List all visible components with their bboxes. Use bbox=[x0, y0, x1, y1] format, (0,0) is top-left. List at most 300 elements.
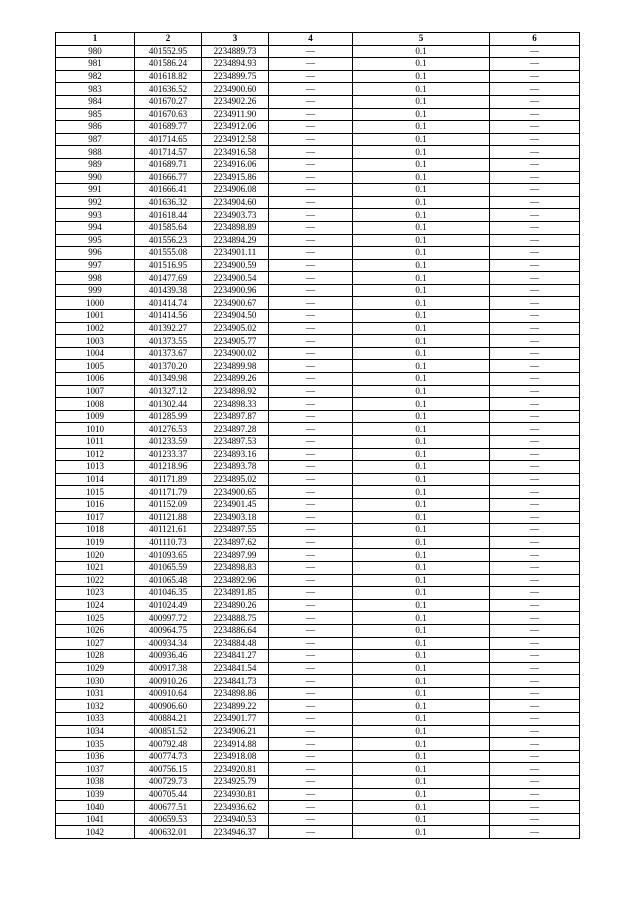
table-cell-col-5: 0.1 bbox=[353, 83, 490, 96]
table-cell-col-2: 401714.65 bbox=[135, 133, 202, 146]
table-cell-col-5: 0.1 bbox=[353, 310, 490, 323]
table-cell-col-6: — bbox=[490, 536, 580, 549]
table-cell-col-4: — bbox=[269, 158, 353, 171]
table-cell-col-3: 2234899.22 bbox=[202, 700, 269, 713]
table-cell-col-4: — bbox=[269, 738, 353, 751]
table-cell-col-3: 2234901.77 bbox=[202, 713, 269, 726]
table-cell-col-2: 401110.73 bbox=[135, 536, 202, 549]
table-cell-col-2: 401121.61 bbox=[135, 524, 202, 537]
table-cell-col-2: 400964.75 bbox=[135, 624, 202, 637]
table-cell-col-2: 401439.38 bbox=[135, 284, 202, 297]
table-cell-col-4: — bbox=[269, 788, 353, 801]
table-cell-col-2: 401065.48 bbox=[135, 574, 202, 587]
table-cell-col-2: 401670.63 bbox=[135, 108, 202, 121]
table-cell-col-5: 0.1 bbox=[353, 133, 490, 146]
table-cell-col-5: 0.1 bbox=[353, 687, 490, 700]
table-cell-col-1: 1017 bbox=[56, 511, 135, 524]
table-cell-col-5: 0.1 bbox=[353, 498, 490, 511]
table-cell-col-1: 980 bbox=[56, 45, 135, 58]
table-row bbox=[56, 599, 580, 612]
table-cell-col-2: 400792.48 bbox=[135, 738, 202, 751]
table-cell-col-5: 0.1 bbox=[353, 461, 490, 474]
table-cell-col-3: 2234897.28 bbox=[202, 423, 269, 436]
table-row bbox=[56, 549, 580, 562]
table-cell-col-3: 2234884.48 bbox=[202, 637, 269, 650]
table-cell-col-1: 990 bbox=[56, 171, 135, 184]
table-cell-col-5: 0.1 bbox=[353, 45, 490, 58]
table-cell-col-6: — bbox=[490, 436, 580, 449]
table-row bbox=[56, 360, 580, 373]
table-cell-col-6: — bbox=[490, 700, 580, 713]
table-cell-col-4: — bbox=[269, 473, 353, 486]
table-row bbox=[56, 461, 580, 474]
table-cell-col-1: 1032 bbox=[56, 700, 135, 713]
table-cell-col-4: — bbox=[269, 763, 353, 776]
table-cell-col-6: — bbox=[490, 209, 580, 222]
table-cell-col-2: 401392.27 bbox=[135, 322, 202, 335]
table-cell-col-6: — bbox=[490, 511, 580, 524]
table-cell-col-2: 400906.60 bbox=[135, 700, 202, 713]
table-cell-col-1: 1023 bbox=[56, 587, 135, 600]
table-cell-col-2: 400910.26 bbox=[135, 675, 202, 688]
table-row bbox=[56, 297, 580, 310]
table-row bbox=[56, 410, 580, 423]
table-row bbox=[56, 763, 580, 776]
table-cell-col-4: — bbox=[269, 599, 353, 612]
column-header-6: 6 bbox=[490, 33, 580, 46]
table-cell-col-1: 1031 bbox=[56, 687, 135, 700]
table-cell-col-2: 401121.88 bbox=[135, 511, 202, 524]
table-row bbox=[56, 561, 580, 574]
table-cell-col-5: 0.1 bbox=[353, 738, 490, 751]
table-cell-col-2: 401586.24 bbox=[135, 58, 202, 71]
table-row bbox=[56, 662, 580, 675]
table-cell-col-5: 0.1 bbox=[353, 700, 490, 713]
table-cell-col-5: 0.1 bbox=[353, 486, 490, 499]
table-cell-col-4: — bbox=[269, 536, 353, 549]
table-cell-col-6: — bbox=[490, 58, 580, 71]
table-cell-col-2: 401302.44 bbox=[135, 398, 202, 411]
table-cell-col-1: 992 bbox=[56, 196, 135, 209]
table-cell-col-1: 1013 bbox=[56, 461, 135, 474]
table-cell-col-2: 401065.59 bbox=[135, 561, 202, 574]
table-row bbox=[56, 801, 580, 814]
table-row bbox=[56, 750, 580, 763]
table-cell-col-2: 401285.99 bbox=[135, 410, 202, 423]
table-cell-col-6: — bbox=[490, 108, 580, 121]
table-cell-col-1: 987 bbox=[56, 133, 135, 146]
table-cell-col-6: — bbox=[490, 121, 580, 134]
table-cell-col-3: 2234911.90 bbox=[202, 108, 269, 121]
table-cell-col-3: 2234915.86 bbox=[202, 171, 269, 184]
table-cell-col-1: 1024 bbox=[56, 599, 135, 612]
table-cell-col-1: 996 bbox=[56, 247, 135, 260]
table-cell-col-5: 0.1 bbox=[353, 763, 490, 776]
table-cell-col-1: 993 bbox=[56, 209, 135, 222]
table-row bbox=[56, 788, 580, 801]
table-cell-col-5: 0.1 bbox=[353, 423, 490, 436]
table-cell-col-1: 1002 bbox=[56, 322, 135, 335]
table-cell-col-5: 0.1 bbox=[353, 347, 490, 360]
table-cell-col-6: — bbox=[490, 410, 580, 423]
table-row bbox=[56, 284, 580, 297]
table-cell-col-1: 1019 bbox=[56, 536, 135, 549]
table-cell-col-5: 0.1 bbox=[353, 121, 490, 134]
table-cell-col-1: 994 bbox=[56, 221, 135, 234]
table-cell-col-2: 400884.21 bbox=[135, 713, 202, 726]
table-cell-col-4: — bbox=[269, 322, 353, 335]
table-cell-col-5: 0.1 bbox=[353, 297, 490, 310]
table-cell-col-1: 1029 bbox=[56, 662, 135, 675]
table-cell-col-3: 2234893.78 bbox=[202, 461, 269, 474]
table-cell-col-2: 401370.20 bbox=[135, 360, 202, 373]
table-cell-col-6: — bbox=[490, 247, 580, 260]
table-cell-col-4: — bbox=[269, 272, 353, 285]
table-row bbox=[56, 259, 580, 272]
table-cell-col-5: 0.1 bbox=[353, 826, 490, 839]
table-cell-col-6: — bbox=[490, 801, 580, 814]
table-cell-col-6: — bbox=[490, 284, 580, 297]
table-cell-col-2: 401670.27 bbox=[135, 95, 202, 108]
table-cell-col-1: 1028 bbox=[56, 650, 135, 663]
table-row bbox=[56, 473, 580, 486]
table-cell-col-6: — bbox=[490, 675, 580, 688]
table-cell-col-3: 2234912.06 bbox=[202, 121, 269, 134]
table-cell-col-4: — bbox=[269, 221, 353, 234]
table-cell-col-2: 401516.95 bbox=[135, 259, 202, 272]
table-cell-col-5: 0.1 bbox=[353, 209, 490, 222]
table-cell-col-1: 998 bbox=[56, 272, 135, 285]
table-cell-col-6: — bbox=[490, 272, 580, 285]
table-row bbox=[56, 70, 580, 83]
table-cell-col-5: 0.1 bbox=[353, 650, 490, 663]
table-cell-col-6: — bbox=[490, 461, 580, 474]
table-row bbox=[56, 587, 580, 600]
table-cell-col-5: 0.1 bbox=[353, 146, 490, 159]
table-row bbox=[56, 184, 580, 197]
table-cell-col-2: 401666.41 bbox=[135, 184, 202, 197]
table-cell-col-4: — bbox=[269, 687, 353, 700]
table-cell-col-3: 2234900.59 bbox=[202, 259, 269, 272]
table-cell-col-5: 0.1 bbox=[353, 184, 490, 197]
table-cell-col-4: — bbox=[269, 587, 353, 600]
table-cell-col-3: 2234906.08 bbox=[202, 184, 269, 197]
table-cell-col-5: 0.1 bbox=[353, 436, 490, 449]
table-cell-col-4: — bbox=[269, 121, 353, 134]
table-cell-col-1: 1018 bbox=[56, 524, 135, 537]
table-cell-col-1: 1014 bbox=[56, 473, 135, 486]
table-cell-col-2: 401373.55 bbox=[135, 335, 202, 348]
table-cell-col-3: 2234898.92 bbox=[202, 385, 269, 398]
table-cell-col-3: 2234936.62 bbox=[202, 801, 269, 814]
table-cell-col-3: 2234897.53 bbox=[202, 436, 269, 449]
table-cell-col-5: 0.1 bbox=[353, 234, 490, 247]
table-cell-col-2: 401276.53 bbox=[135, 423, 202, 436]
table-cell-col-5: 0.1 bbox=[353, 171, 490, 184]
table-cell-col-5: 0.1 bbox=[353, 373, 490, 386]
table-cell-col-1: 1036 bbox=[56, 750, 135, 763]
table-cell-col-4: — bbox=[269, 184, 353, 197]
table-cell-col-2: 400729.73 bbox=[135, 776, 202, 789]
table-cell-col-1: 1039 bbox=[56, 788, 135, 801]
table-cell-col-6: — bbox=[490, 184, 580, 197]
table-cell-col-4: — bbox=[269, 776, 353, 789]
table-cell-col-4: — bbox=[269, 549, 353, 562]
table-cell-col-3: 2234898.33 bbox=[202, 398, 269, 411]
table-cell-col-5: 0.1 bbox=[353, 536, 490, 549]
table-cell-col-4: — bbox=[269, 146, 353, 159]
table-cell-col-4: — bbox=[269, 725, 353, 738]
table-cell-col-4: — bbox=[269, 612, 353, 625]
table-cell-col-3: 2234925.79 bbox=[202, 776, 269, 789]
table-cell-col-1: 1009 bbox=[56, 410, 135, 423]
table-row bbox=[56, 448, 580, 461]
table-cell-col-2: 401689.77 bbox=[135, 121, 202, 134]
table-cell-col-5: 0.1 bbox=[353, 725, 490, 738]
table-cell-col-2: 401349.98 bbox=[135, 373, 202, 386]
table-cell-col-5: 0.1 bbox=[353, 221, 490, 234]
table-cell-col-4: — bbox=[269, 83, 353, 96]
table-cell-col-1: 989 bbox=[56, 158, 135, 171]
table-cell-col-3: 2234841.54 bbox=[202, 662, 269, 675]
table-cell-col-4: — bbox=[269, 284, 353, 297]
table-cell-col-3: 2234946.37 bbox=[202, 826, 269, 839]
column-header-3: 3 bbox=[202, 33, 269, 46]
table-cell-col-6: — bbox=[490, 813, 580, 826]
table-cell-col-5: 0.1 bbox=[353, 750, 490, 763]
table-cell-col-6: — bbox=[490, 776, 580, 789]
table-cell-col-6: — bbox=[490, 133, 580, 146]
table-cell-col-6: — bbox=[490, 738, 580, 751]
table-cell-col-5: 0.1 bbox=[353, 813, 490, 826]
table-cell-col-6: — bbox=[490, 310, 580, 323]
table-cell-col-1: 988 bbox=[56, 146, 135, 159]
table-cell-col-4: — bbox=[269, 398, 353, 411]
table-cell-col-5: 0.1 bbox=[353, 335, 490, 348]
table-cell-col-2: 401233.59 bbox=[135, 436, 202, 449]
table-cell-col-6: — bbox=[490, 486, 580, 499]
table-cell-col-1: 1027 bbox=[56, 637, 135, 650]
table-cell-col-2: 401414.74 bbox=[135, 297, 202, 310]
table-cell-col-1: 1016 bbox=[56, 498, 135, 511]
table-cell-col-1: 1006 bbox=[56, 373, 135, 386]
table-cell-col-6: — bbox=[490, 612, 580, 625]
table-cell-col-3: 2234906.21 bbox=[202, 725, 269, 738]
table-cell-col-3: 2234899.75 bbox=[202, 70, 269, 83]
table-cell-col-3: 2234900.60 bbox=[202, 83, 269, 96]
table-cell-col-2: 401714.57 bbox=[135, 146, 202, 159]
table-cell-col-2: 400910.64 bbox=[135, 687, 202, 700]
table-cell-col-6: — bbox=[490, 624, 580, 637]
table-cell-col-1: 1030 bbox=[56, 675, 135, 688]
table-cell-col-2: 400774.73 bbox=[135, 750, 202, 763]
column-header-4: 4 bbox=[269, 33, 353, 46]
table-cell-col-4: — bbox=[269, 360, 353, 373]
table-cell-col-3: 2234897.99 bbox=[202, 549, 269, 562]
table-cell-col-4: — bbox=[269, 347, 353, 360]
table-cell-col-1: 1035 bbox=[56, 738, 135, 751]
table-row bbox=[56, 108, 580, 121]
table-row bbox=[56, 95, 580, 108]
table-cell-col-2: 401555.08 bbox=[135, 247, 202, 260]
table-cell-col-3: 2234904.60 bbox=[202, 196, 269, 209]
table-cell-col-4: — bbox=[269, 498, 353, 511]
table-cell-col-3: 2234902.26 bbox=[202, 95, 269, 108]
table-cell-col-2: 401233.37 bbox=[135, 448, 202, 461]
table-cell-col-2: 400917.38 bbox=[135, 662, 202, 675]
table-row bbox=[56, 826, 580, 839]
table-cell-col-6: — bbox=[490, 725, 580, 738]
table-cell-col-2: 400997.72 bbox=[135, 612, 202, 625]
table-row bbox=[56, 373, 580, 386]
table-cell-col-2: 401636.52 bbox=[135, 83, 202, 96]
table-cell-col-4: — bbox=[269, 713, 353, 726]
table-cell-col-3: 2234901.45 bbox=[202, 498, 269, 511]
table-cell-col-5: 0.1 bbox=[353, 410, 490, 423]
table-cell-col-3: 2234903.18 bbox=[202, 511, 269, 524]
table-cell-col-5: 0.1 bbox=[353, 624, 490, 637]
table-cell-col-1: 985 bbox=[56, 108, 135, 121]
table-row bbox=[56, 209, 580, 222]
table-cell-col-6: — bbox=[490, 146, 580, 159]
table-cell-col-4: — bbox=[269, 662, 353, 675]
table-row bbox=[56, 347, 580, 360]
table-cell-col-6: — bbox=[490, 788, 580, 801]
table-cell-col-5: 0.1 bbox=[353, 713, 490, 726]
table-cell-col-6: — bbox=[490, 498, 580, 511]
table-cell-col-3: 2234897.87 bbox=[202, 410, 269, 423]
table-cell-col-3: 2234898.89 bbox=[202, 221, 269, 234]
table-cell-col-2: 401689.71 bbox=[135, 158, 202, 171]
table-cell-col-5: 0.1 bbox=[353, 196, 490, 209]
table-cell-col-6: — bbox=[490, 322, 580, 335]
table-cell-col-2: 401327.12 bbox=[135, 385, 202, 398]
table-row bbox=[56, 725, 580, 738]
table-cell-col-5: 0.1 bbox=[353, 272, 490, 285]
table-cell-col-1: 1001 bbox=[56, 310, 135, 323]
table-cell-col-4: — bbox=[269, 108, 353, 121]
table-cell-col-4: — bbox=[269, 209, 353, 222]
table-cell-col-5: 0.1 bbox=[353, 511, 490, 524]
table-cell-col-1: 1037 bbox=[56, 763, 135, 776]
table-cell-col-6: — bbox=[490, 637, 580, 650]
table-cell-col-4: — bbox=[269, 45, 353, 58]
table-cell-col-1: 1025 bbox=[56, 612, 135, 625]
table-cell-col-6: — bbox=[490, 234, 580, 247]
table-cell-col-1: 1041 bbox=[56, 813, 135, 826]
table-cell-col-6: — bbox=[490, 297, 580, 310]
table-row bbox=[56, 146, 580, 159]
table-cell-col-4: — bbox=[269, 171, 353, 184]
table-cell-col-6: — bbox=[490, 373, 580, 386]
table-cell-col-2: 400756.15 bbox=[135, 763, 202, 776]
table-cell-col-1: 981 bbox=[56, 58, 135, 71]
table-cell-col-2: 401556.23 bbox=[135, 234, 202, 247]
table-cell-col-1: 1007 bbox=[56, 385, 135, 398]
table-cell-col-6: — bbox=[490, 83, 580, 96]
table-cell-col-1: 1034 bbox=[56, 725, 135, 738]
table-cell-col-1: 1020 bbox=[56, 549, 135, 562]
table-cell-col-4: — bbox=[269, 461, 353, 474]
coordinates-table bbox=[55, 32, 580, 839]
column-header-2: 2 bbox=[135, 33, 202, 46]
table-row bbox=[56, 398, 580, 411]
table-cell-col-3: 2234918.08 bbox=[202, 750, 269, 763]
table-cell-col-6: — bbox=[490, 95, 580, 108]
table-cell-col-5: 0.1 bbox=[353, 549, 490, 562]
table-cell-col-4: — bbox=[269, 410, 353, 423]
table-cell-col-2: 400659.53 bbox=[135, 813, 202, 826]
table-cell-col-6: — bbox=[490, 549, 580, 562]
table-cell-col-4: — bbox=[269, 310, 353, 323]
table-cell-col-2: 400677.51 bbox=[135, 801, 202, 814]
table-cell-col-6: — bbox=[490, 385, 580, 398]
table-cell-col-2: 401477.69 bbox=[135, 272, 202, 285]
table-cell-col-6: — bbox=[490, 70, 580, 83]
table-cell-col-6: — bbox=[490, 599, 580, 612]
table-cell-col-1: 1003 bbox=[56, 335, 135, 348]
table-cell-col-3: 2234900.65 bbox=[202, 486, 269, 499]
table-row bbox=[56, 133, 580, 146]
table-row bbox=[56, 624, 580, 637]
table-cell-col-1: 1040 bbox=[56, 801, 135, 814]
table-cell-col-3: 2234886.64 bbox=[202, 624, 269, 637]
table-cell-col-2: 401618.44 bbox=[135, 209, 202, 222]
table-cell-col-4: — bbox=[269, 335, 353, 348]
table-cell-col-6: — bbox=[490, 196, 580, 209]
table-cell-col-5: 0.1 bbox=[353, 322, 490, 335]
table-cell-col-3: 2234894.29 bbox=[202, 234, 269, 247]
table-cell-col-2: 401218.96 bbox=[135, 461, 202, 474]
table-cell-col-1: 984 bbox=[56, 95, 135, 108]
table-cell-col-3: 2234904.50 bbox=[202, 310, 269, 323]
table-row bbox=[56, 322, 580, 335]
table-cell-col-2: 400705.44 bbox=[135, 788, 202, 801]
table-cell-col-4: — bbox=[269, 70, 353, 83]
table-row bbox=[56, 650, 580, 663]
table-cell-col-3: 2234912.58 bbox=[202, 133, 269, 146]
table-cell-col-1: 1015 bbox=[56, 486, 135, 499]
table-cell-col-5: 0.1 bbox=[353, 599, 490, 612]
table-row bbox=[56, 196, 580, 209]
table-cell-col-5: 0.1 bbox=[353, 788, 490, 801]
table-cell-col-4: — bbox=[269, 436, 353, 449]
table-cell-col-4: — bbox=[269, 448, 353, 461]
table-cell-col-5: 0.1 bbox=[353, 158, 490, 171]
table-cell-col-5: 0.1 bbox=[353, 385, 490, 398]
table-cell-col-3: 2234841.73 bbox=[202, 675, 269, 688]
table-cell-col-3: 2234940.53 bbox=[202, 813, 269, 826]
table-cell-col-3: 2234897.55 bbox=[202, 524, 269, 537]
table-cell-col-4: — bbox=[269, 700, 353, 713]
table-row bbox=[56, 511, 580, 524]
table-cell-col-2: 401024.49 bbox=[135, 599, 202, 612]
table-cell-col-2: 401636.32 bbox=[135, 196, 202, 209]
table-cell-col-2: 400632.01 bbox=[135, 826, 202, 839]
table-cell-col-5: 0.1 bbox=[353, 259, 490, 272]
table-cell-col-6: — bbox=[490, 763, 580, 776]
table-cell-col-3: 2234898.86 bbox=[202, 687, 269, 700]
table-cell-col-4: — bbox=[269, 196, 353, 209]
table-cell-col-6: — bbox=[490, 687, 580, 700]
table-cell-col-4: — bbox=[269, 133, 353, 146]
table-cell-col-2: 401618.82 bbox=[135, 70, 202, 83]
table-row bbox=[56, 687, 580, 700]
table-cell-col-6: — bbox=[490, 171, 580, 184]
table-cell-col-1: 982 bbox=[56, 70, 135, 83]
table-row bbox=[56, 385, 580, 398]
table-cell-col-1: 986 bbox=[56, 121, 135, 134]
